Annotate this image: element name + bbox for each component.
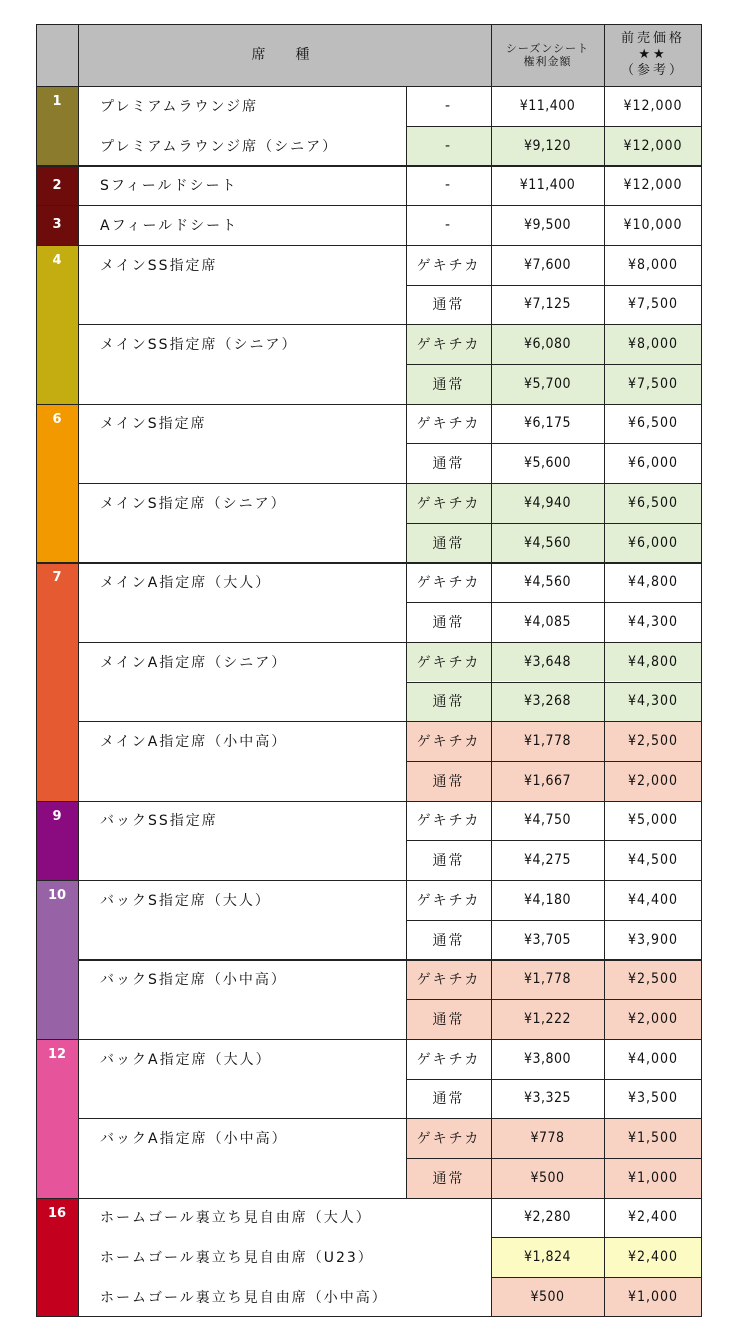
group-number: 6: [36, 404, 78, 483]
presale-price: ¥12,000: [623, 177, 683, 194]
grid-line: [36, 1198, 702, 1199]
header-presale-text: （参考）: [620, 63, 685, 78]
sub-type: 通常: [432, 1091, 465, 1108]
group-number: [36, 642, 78, 721]
presale-price: ¥4,400: [627, 891, 679, 908]
grid-line: [36, 24, 37, 1317]
grid-line: [78, 24, 79, 1317]
sub-type: ゲキチカ: [406, 1118, 491, 1158]
grid-line: [406, 443, 702, 444]
grid-line: [36, 245, 702, 246]
presale-price: ¥12,000: [604, 126, 702, 166]
presale-price: ¥12,000: [623, 97, 683, 114]
sub-type: 通常: [406, 761, 491, 801]
grid-line: [406, 1158, 702, 1159]
grid-line: [406, 364, 702, 365]
grid-line: [701, 24, 702, 1317]
sub-type: 通常: [406, 364, 491, 404]
presale-price: ¥2,000: [604, 761, 702, 801]
grid-line: [78, 959, 702, 960]
grid-line: [406, 126, 702, 127]
presale-price: ¥8,000: [627, 256, 679, 273]
header-presale-price: [604, 24, 702, 86]
season-price: ¥1,824: [491, 1237, 604, 1277]
grid-line: [406, 1079, 702, 1080]
grid-line: [406, 920, 702, 921]
grid-line: [406, 761, 702, 762]
presale-price: ¥1,000: [604, 1158, 702, 1198]
season-price: ¥5,600: [523, 455, 572, 472]
presale-price: ¥3,500: [627, 1090, 679, 1107]
seat-name: Sフィールドシート: [100, 178, 238, 195]
season-price: ¥3,325: [523, 1090, 572, 1107]
season-price: ¥6,080: [491, 324, 604, 364]
seat-name: バックA指定席（大人）: [100, 1051, 272, 1068]
season-price: ¥7,600: [523, 256, 572, 273]
seat-name: ホームゴール裏立ち見自由席（U23）: [100, 1250, 374, 1267]
header-presale-text: ★★: [638, 47, 668, 62]
grid-line: [604, 24, 605, 1317]
grid-line: [78, 642, 702, 643]
season-price: ¥500: [491, 1158, 604, 1198]
grid-line: [36, 562, 702, 563]
season-price: ¥1,778: [491, 721, 604, 761]
sub-type: ゲキチカ: [416, 813, 481, 830]
season-price: ¥500: [491, 1277, 604, 1317]
sub-type: 通常: [432, 297, 465, 314]
header-index-cell: [36, 24, 78, 86]
sub-type: ゲキチカ: [416, 1051, 481, 1068]
sub-type: 通常: [432, 614, 465, 631]
grid-line: [491, 1237, 702, 1238]
group-number: 10: [36, 880, 78, 959]
grid-line: [78, 324, 702, 325]
grid-line: [406, 840, 702, 841]
seat-name: バックS指定席（大人）: [100, 892, 271, 909]
season-price: ¥3,648: [491, 642, 604, 682]
presale-price: ¥1,500: [604, 1118, 702, 1158]
sub-type: ゲキチカ: [416, 416, 481, 433]
sub-type: 通常: [406, 999, 491, 1039]
sub-type: -: [406, 126, 491, 166]
seat-name: バックS指定席（小中高）: [100, 972, 287, 989]
grid-line: [36, 86, 702, 87]
season-price: ¥4,940: [491, 483, 604, 523]
seat-name: プレミアムラウンジ席（シニア）: [100, 138, 339, 155]
grid-line: [36, 880, 702, 881]
sub-type: -: [444, 177, 453, 194]
presale-price: ¥8,000: [604, 324, 702, 364]
seat-name: メインS指定席（シニア）: [100, 495, 287, 512]
sub-type: ゲキチカ: [406, 642, 491, 682]
seat-name: メインSS指定席（シニア）: [100, 337, 298, 354]
presale-price: ¥4,000: [627, 1050, 679, 1067]
header-seat-type: 席 種: [78, 24, 491, 86]
header-presale-text: 前売価格: [620, 31, 685, 46]
season-price: ¥1,778: [491, 959, 604, 999]
grid-line: [406, 602, 702, 603]
season-price: ¥4,560: [491, 523, 604, 563]
group-number: 2: [36, 165, 78, 205]
sub-type: 通常: [432, 853, 465, 870]
seat-name: メインSS指定席: [100, 257, 218, 274]
sub-type: 通常: [406, 1158, 491, 1198]
seat-name: プレミアムラウンジ席: [100, 98, 259, 115]
season-price: ¥5,700: [491, 364, 604, 404]
group-number: [36, 721, 78, 800]
season-price: ¥9,120: [491, 126, 604, 166]
presale-price: ¥2,500: [604, 721, 702, 761]
sub-type: ゲキチカ: [406, 959, 491, 999]
season-price: ¥6,175: [523, 415, 572, 432]
seat-name: ホームゴール裏立ち見自由席（大人）: [100, 1210, 372, 1227]
presale-price: ¥6,000: [627, 455, 679, 472]
presale-price: ¥7,500: [627, 296, 679, 313]
seat-name: バックSS指定席: [100, 813, 218, 830]
seat-name: ホームゴール裏立ち見自由席（小中高）: [100, 1289, 388, 1306]
sub-type: 通常: [406, 682, 491, 722]
grid-line: [36, 1316, 702, 1317]
group-number: 9: [36, 801, 78, 880]
season-price: ¥4,275: [523, 852, 572, 869]
ticket-price-table: [36, 24, 702, 1318]
presale-price: ¥4,300: [604, 682, 702, 722]
header-season-text: 権利金額: [523, 55, 572, 68]
group-number: [36, 483, 78, 562]
season-price: ¥4,085: [523, 613, 572, 630]
season-price: ¥3,800: [523, 1050, 572, 1067]
seat-name: メインS指定席: [100, 416, 207, 433]
group-number: 12: [36, 1039, 78, 1118]
grid-line: [78, 721, 702, 722]
season-price: ¥9,500: [523, 216, 572, 233]
group-number: 7: [36, 562, 78, 641]
grid-line: [36, 24, 702, 25]
group-number: 16: [36, 1198, 78, 1317]
group-number: 3: [36, 205, 78, 245]
sub-type: ゲキチカ: [416, 257, 481, 274]
season-price: ¥1,667: [491, 761, 604, 801]
sub-type: ゲキチカ: [416, 575, 481, 592]
presale-price: ¥6,000: [604, 523, 702, 563]
presale-price: ¥4,500: [627, 852, 679, 869]
presale-price: ¥4,800: [604, 642, 702, 682]
season-price: ¥778: [491, 1118, 604, 1158]
sub-type: ゲキチカ: [406, 324, 491, 364]
season-price: ¥11,400: [519, 177, 576, 194]
grid-line: [36, 205, 702, 206]
grid-line: [406, 682, 702, 683]
season-price: ¥2,280: [523, 1209, 572, 1226]
grid-line: [406, 285, 702, 286]
group-number: [36, 1118, 78, 1197]
season-price: ¥7,125: [523, 296, 572, 313]
group-number: [36, 324, 78, 403]
header-season-price: [491, 24, 604, 86]
presale-price: ¥2,400: [604, 1237, 702, 1277]
presale-price: ¥2,000: [604, 999, 702, 1039]
presale-price: ¥3,900: [627, 931, 679, 948]
presale-price: ¥10,000: [623, 216, 683, 233]
presale-price: ¥1,000: [604, 1277, 702, 1317]
sub-type: 通常: [432, 932, 465, 949]
season-price: ¥4,180: [523, 891, 572, 908]
season-price: ¥4,560: [523, 574, 572, 591]
grid-line: [78, 483, 702, 484]
sub-type: 通常: [406, 523, 491, 563]
seat-name: バックA指定席（小中高）: [100, 1131, 288, 1148]
grid-line: [36, 801, 702, 802]
sub-type: ゲキチカ: [406, 721, 491, 761]
sub-type: ゲキチカ: [416, 892, 481, 909]
seat-name: メインA指定席（小中高）: [100, 734, 288, 751]
presale-price: ¥6,500: [627, 415, 679, 432]
grid-line: [36, 165, 702, 166]
grid-line: [36, 1039, 702, 1040]
grid-line: [406, 999, 702, 1000]
grid-line: [36, 404, 702, 405]
sub-type: 通常: [432, 456, 465, 473]
seat-name: メインA指定席（大人）: [100, 575, 272, 592]
sub-type: ゲキチカ: [406, 483, 491, 523]
season-price: ¥3,705: [523, 931, 572, 948]
sub-type: -: [444, 97, 453, 114]
grid-line: [406, 523, 702, 524]
group-number: 1: [36, 86, 78, 165]
presale-price: ¥6,500: [604, 483, 702, 523]
season-price: ¥1,222: [491, 999, 604, 1039]
presale-price: ¥2,500: [604, 959, 702, 999]
grid-line: [491, 1277, 702, 1278]
presale-price: ¥4,800: [627, 574, 679, 591]
seat-name: メインA指定席（シニア）: [100, 654, 288, 671]
presale-price: ¥2,400: [627, 1209, 679, 1226]
season-price: ¥4,750: [523, 812, 572, 829]
grid-line: [78, 1118, 702, 1119]
presale-price: ¥7,500: [604, 364, 702, 404]
presale-price: ¥5,000: [627, 812, 679, 829]
season-price: ¥3,268: [491, 682, 604, 722]
season-price: ¥11,400: [519, 97, 576, 114]
sub-type: -: [444, 216, 453, 233]
seat-name: Aフィールドシート: [100, 217, 239, 234]
group-number: 4: [36, 245, 78, 324]
group-number: [36, 959, 78, 1038]
grid-line: [491, 24, 492, 1317]
header-season-text: シーズンシート: [505, 42, 590, 55]
presale-price: ¥4,300: [627, 613, 679, 630]
